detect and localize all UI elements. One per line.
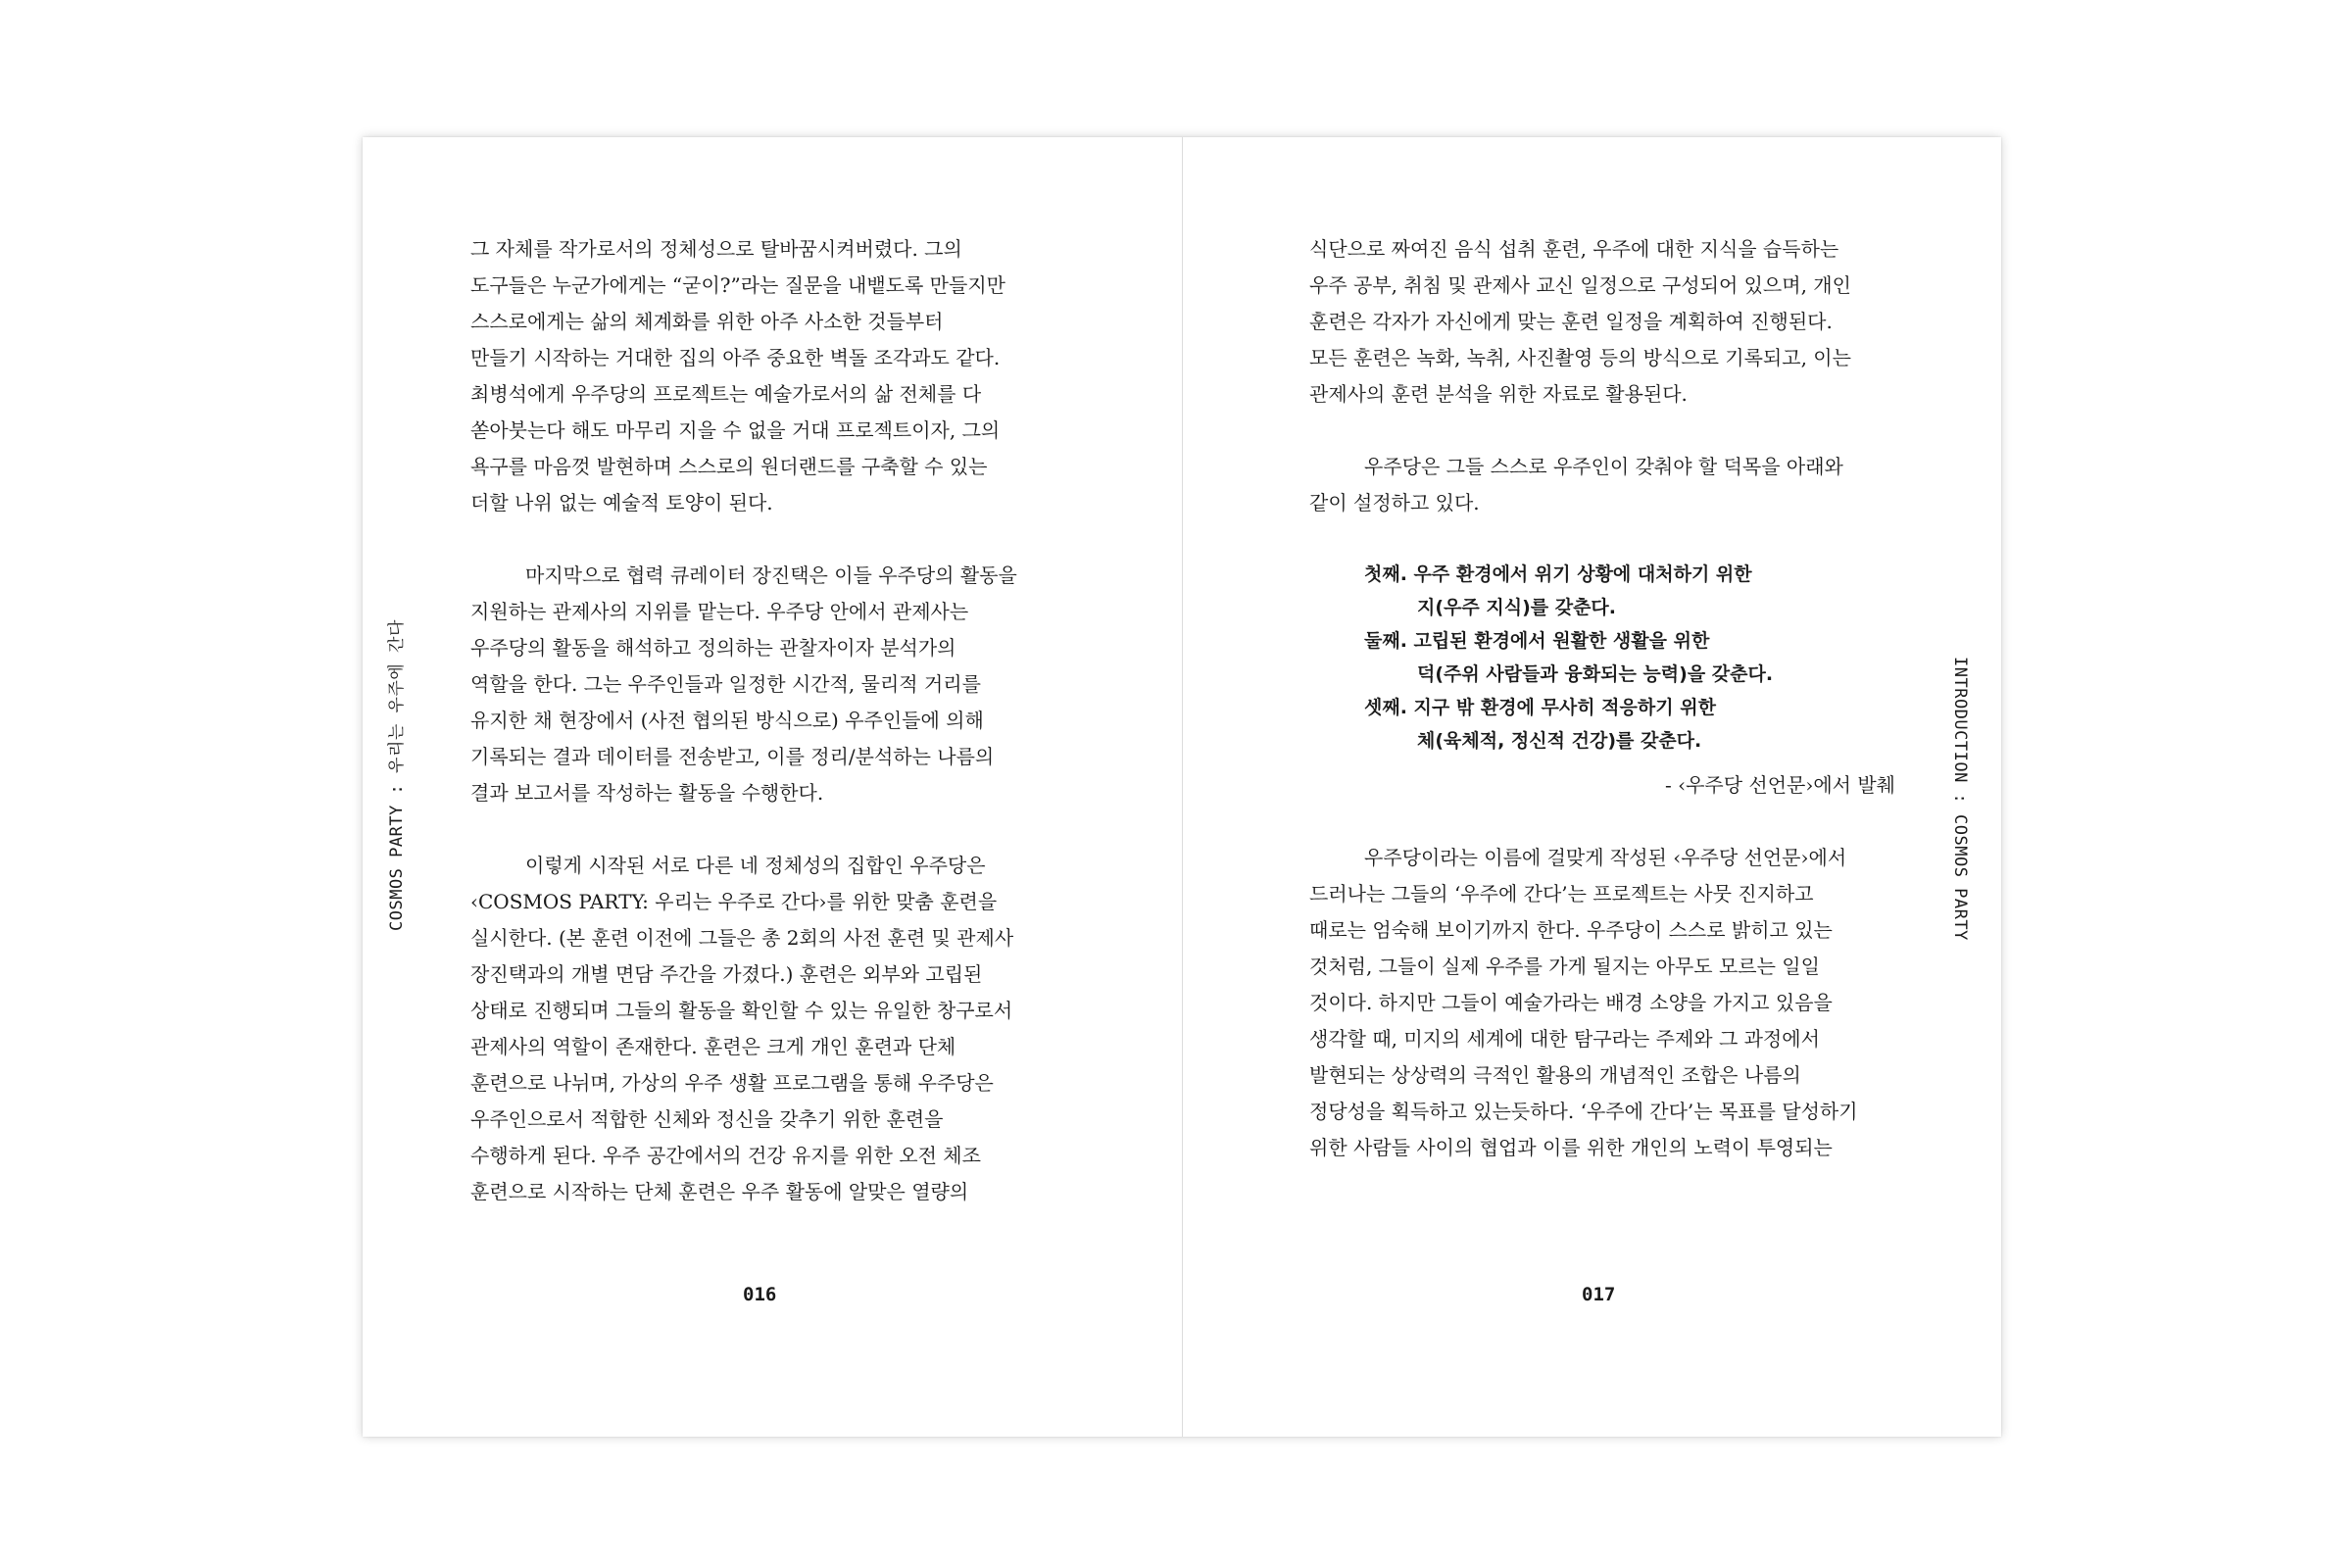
text-line: 욕구를 마음껏 발현하며 스스로의 원더랜드를 구축할 수 있는 xyxy=(470,455,988,478)
left-running-head: COSMOS PARTY : 우리는 우주에 간다 xyxy=(387,619,407,931)
text-line: 수행하게 된다. 우주 공간에서의 건강 유지를 위한 오전 체조 xyxy=(470,1144,981,1167)
spacer xyxy=(1309,758,1895,767)
text-line: 마지막으로 협력 큐레이터 장진택은 이들 우주당의 활동을 xyxy=(525,564,1017,587)
text-line: 더할 나위 없는 예술적 토양이 된다. xyxy=(470,491,773,514)
text-line: 같이 설정하고 있다. xyxy=(1309,491,1480,514)
text-line: 관제사의 훈련 분석을 위한 자료로 활용된다. xyxy=(1309,382,1688,406)
text-line: 장진택과의 개별 면담 주간을 가졌다.) 훈련은 외부와 고립된 xyxy=(470,962,983,986)
text-line: 것이다. 하지만 그들이 예술가라는 배경 소양을 가지고 있음을 xyxy=(1309,991,1833,1014)
text-line: 그 자체를 작가로서의 정체성으로 탈바꿈시켜버렸다. 그의 xyxy=(470,237,962,261)
declaration-line: 지(우주 지식)를 갖춘다. xyxy=(1417,597,1617,618)
paragraph-gap xyxy=(1309,413,1895,449)
text-line: 쏟아붓는다 해도 마무리 지을 수 없을 거대 프로젝트이자, 그의 xyxy=(470,418,1001,442)
right-page-number: 017 xyxy=(1582,1284,1616,1305)
text-line: 우주당이라는 이름에 걸맞게 작성된 ‹우주당 선언문›에서 xyxy=(1364,846,1847,869)
declaration-line: 셋째. 지구 밖 환경에 무사히 적응하기 위한 xyxy=(1364,697,1716,718)
text-line: 훈련은 각자가 자신에게 맞는 훈련 일정을 계획하여 진행된다. xyxy=(1309,310,1833,333)
text-line: 생각할 때, 미지의 세계에 대한 탐구라는 주제와 그 과정에서 xyxy=(1309,1027,1820,1051)
text-line: 유지한 채 현장에서 (사전 협의된 방식으로) 우주인들에 의해 xyxy=(470,709,984,732)
text-line: 도구들은 누군가에게는 “굳이?”라는 질문을 내뱉도록 만들지만 xyxy=(470,273,1005,297)
text-line: 결과 보고서를 작성하는 활동을 수행한다. xyxy=(470,781,824,805)
text-line: 관제사의 역할이 존재한다. 훈련은 크게 개인 훈련과 단체 xyxy=(470,1035,956,1058)
text-line: 최병석에게 우주당의 프로젝트는 예술가로서의 삶 전체를 다 xyxy=(470,382,982,406)
text-line: 훈련으로 시작하는 단체 훈련은 우주 활동에 알맞은 열량의 xyxy=(470,1180,969,1203)
text-line: 때로는 엄숙해 보이기까지 한다. 우주당이 스스로 밝히고 있는 xyxy=(1309,918,1833,942)
declaration-line: 둘째. 고립된 환경에서 원활한 생활을 위한 xyxy=(1364,630,1710,652)
right-body-text xyxy=(1309,231,1895,1166)
manifesto-declaration xyxy=(1364,558,1895,758)
text-line: 발현되는 상상력의 극적인 활용의 개념적인 조합은 나름의 xyxy=(1309,1063,1801,1087)
gutter-line xyxy=(1182,137,1183,1437)
text-line: 우주 공부, 취침 및 관제사 교신 일정으로 구성되어 있으며, 개인 xyxy=(1309,273,1851,297)
text-line: 정당성을 획득하고 있는듯하다. ‘우주에 간다’는 목표를 달성하기 xyxy=(1309,1100,1858,1123)
text-line: 실시한다. (본 훈련 이전에 그들은 총 2회의 사전 훈련 및 관제사 xyxy=(470,926,1014,950)
source-citation: - ‹우주당 선언문›에서 발췌 xyxy=(1664,773,1895,797)
text-line: 기록되는 결과 데이터를 전송받고, 이를 정리/분석하는 나름의 xyxy=(470,745,995,768)
text-line: 이렇게 시작된 서로 다른 네 정체성의 집합인 우주당은 xyxy=(525,854,986,877)
text-line: 우주인으로서 적합한 신체와 정신을 갖추기 위한 훈련을 xyxy=(470,1107,944,1131)
left-body-text xyxy=(470,231,1017,1210)
declaration-line: 첫째. 우주 환경에서 위기 상황에 대처하기 위한 xyxy=(1364,564,1752,585)
text-line: 위한 사람들 사이의 협업과 이를 위한 개인의 노력이 투영되는 xyxy=(1309,1136,1833,1159)
text-line: 만들기 시작하는 거대한 집의 아주 중요한 벽돌 조각과도 같다. xyxy=(470,346,1001,369)
text-line: 역할을 한다. 그는 우주인들과 일정한 시간적, 물리적 거리를 xyxy=(470,672,981,696)
text-line: ‹COSMOS PARTY: 우리는 우주로 간다›를 위한 맞춤 훈련을 xyxy=(470,890,998,913)
paragraph-gap xyxy=(470,811,1017,848)
paragraph-gap xyxy=(470,521,1017,558)
book-spread xyxy=(363,137,2001,1437)
text-line: 우주당의 활동을 해석하고 정의하는 관찰자이자 분석가의 xyxy=(470,636,956,660)
text-line: 우주당은 그들 스스로 우주인이 갖춰야 할 덕목을 아래와 xyxy=(1364,455,1843,478)
paragraph-gap xyxy=(1309,521,1895,558)
text-line: 모든 훈련은 녹화, 녹취, 사진촬영 등의 방식으로 기록되고, 이는 xyxy=(1309,346,1851,369)
text-line: 상태로 진행되며 그들의 활동을 확인할 수 있는 유일한 창구로서 xyxy=(470,999,1013,1022)
declaration-line: 체(육체적, 정신적 건강)를 갖춘다. xyxy=(1417,730,1702,752)
text-line: 식단으로 짜여진 음식 섭취 훈련, 우주에 대한 지식을 습득하는 xyxy=(1309,237,1839,261)
declaration-line: 덕(주위 사람들과 융화되는 능력)을 갖춘다. xyxy=(1417,663,1774,685)
text-line: 지원하는 관제사의 지위를 맡는다. 우주당 안에서 관제사는 xyxy=(470,600,969,623)
text-line: 드러나는 그들의 ‘우주에 간다’는 프로젝트는 사뭇 진지하고 xyxy=(1309,882,1814,906)
right-running-head: INTRODUCTION : COSMOS PARTY xyxy=(1950,657,1970,941)
paragraph-gap xyxy=(1309,804,1895,840)
text-line: 것처럼, 그들이 실제 우주를 가게 될지는 아무도 모르는 일일 xyxy=(1309,955,1820,978)
text-line: 훈련으로 나뉘며, 가상의 우주 생활 프로그램을 통해 우주당은 xyxy=(470,1071,994,1095)
text-line: 스스로에게는 삶의 체계화를 위한 아주 사소한 것들부터 xyxy=(470,310,944,333)
left-page-number: 016 xyxy=(743,1284,777,1305)
